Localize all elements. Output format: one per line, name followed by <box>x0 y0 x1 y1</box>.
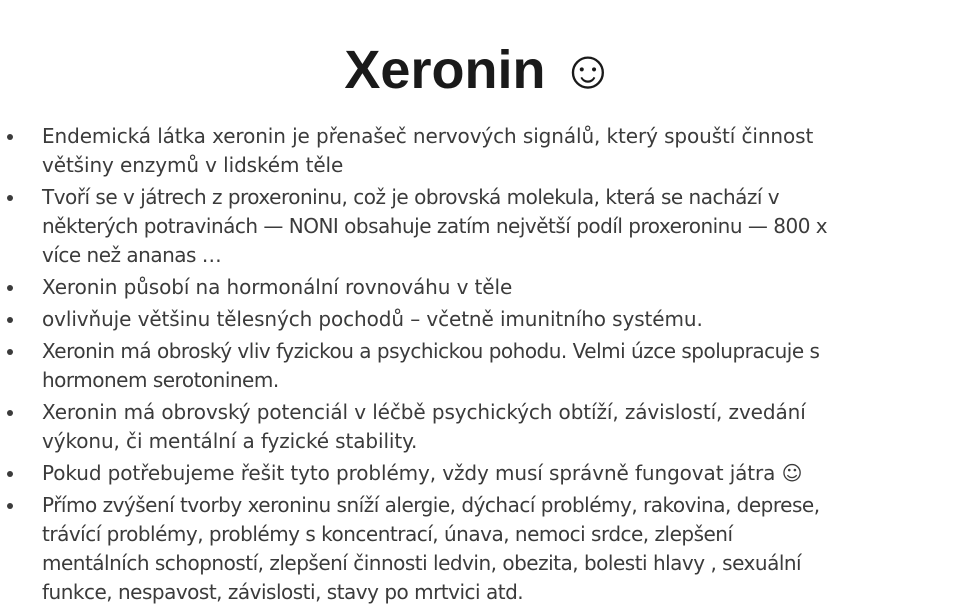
bullet-line: ovlivňuje většinu tělesných pochodů – včetně imunitního systému. <box>42 307 703 331</box>
bullet-item <box>0 398 960 456</box>
bullet-line: některých potravinách — NONI obsahuje zatím největší podíl proxeroninu — 800 x <box>42 214 828 238</box>
bullet-line: Pokud potřebujeme řešit tyto problémy, vždy musí správně fungovat játra ☺ <box>42 461 803 485</box>
slide-title: Xeronin ☺ <box>344 40 616 101</box>
bullet-line: Xeronin má obrovský potenciál v léčbě psychických obtíží, závislostí, zvedání <box>42 400 806 424</box>
bullet-item <box>0 459 960 488</box>
bullet-item <box>0 273 960 302</box>
bullet-line: Xeronin má obroský vliv fyzickou a psychickou pohodu. Velmi úzce spolupracuje s <box>42 339 820 363</box>
bullet-icon <box>7 349 13 355</box>
bullet-line: většiny enzymů v lidském těle <box>42 153 344 177</box>
bullet-icon <box>7 503 13 509</box>
bullet-line: Přímo zvýšení tvorby xeroninu sníží alergie, dýchací problémy, rakovina, deprese, <box>42 493 820 517</box>
bullet-item <box>0 305 960 334</box>
bullet-icon <box>7 410 13 416</box>
bullet-line: trávící problémy, problémy s koncentrací, únava, nemoci srdce, zlepšení <box>42 522 733 546</box>
bullet-list <box>0 122 960 604</box>
bullet-line: Tvoří se v játrech z proxeroninu, což je obrovská molekula, která se nachází v <box>42 185 780 209</box>
bullet-line: Xeronin působí na hormonální rovnováhu v těle <box>42 275 513 299</box>
bullet-line: více než ananas … <box>42 243 222 267</box>
bullet-item <box>0 122 960 180</box>
bullet-icon <box>7 471 13 477</box>
bullet-icon <box>7 134 13 140</box>
bullet-item <box>0 337 960 395</box>
bullet-line: mentálních schopností, zlepšení činnosti ledvin, obezita, bolesti hlavy , sexuální <box>42 551 802 575</box>
bullet-line: hormonem serotoninem. <box>42 368 279 392</box>
bullet-icon <box>7 285 13 291</box>
bullet-icon <box>7 195 13 201</box>
bullet-icon <box>7 317 13 323</box>
bullet-item <box>0 491 960 604</box>
bullet-item <box>0 183 960 270</box>
bullet-line: výkonu, či mentální a fyzické stability. <box>42 429 418 453</box>
bullet-line: funkce, nespavost, závislosti, stavy po mrtvici atd. <box>42 580 524 604</box>
bullet-line: Endemická látka xeronin je přenašeč nervových signálů, který spouští činnost <box>42 124 814 148</box>
